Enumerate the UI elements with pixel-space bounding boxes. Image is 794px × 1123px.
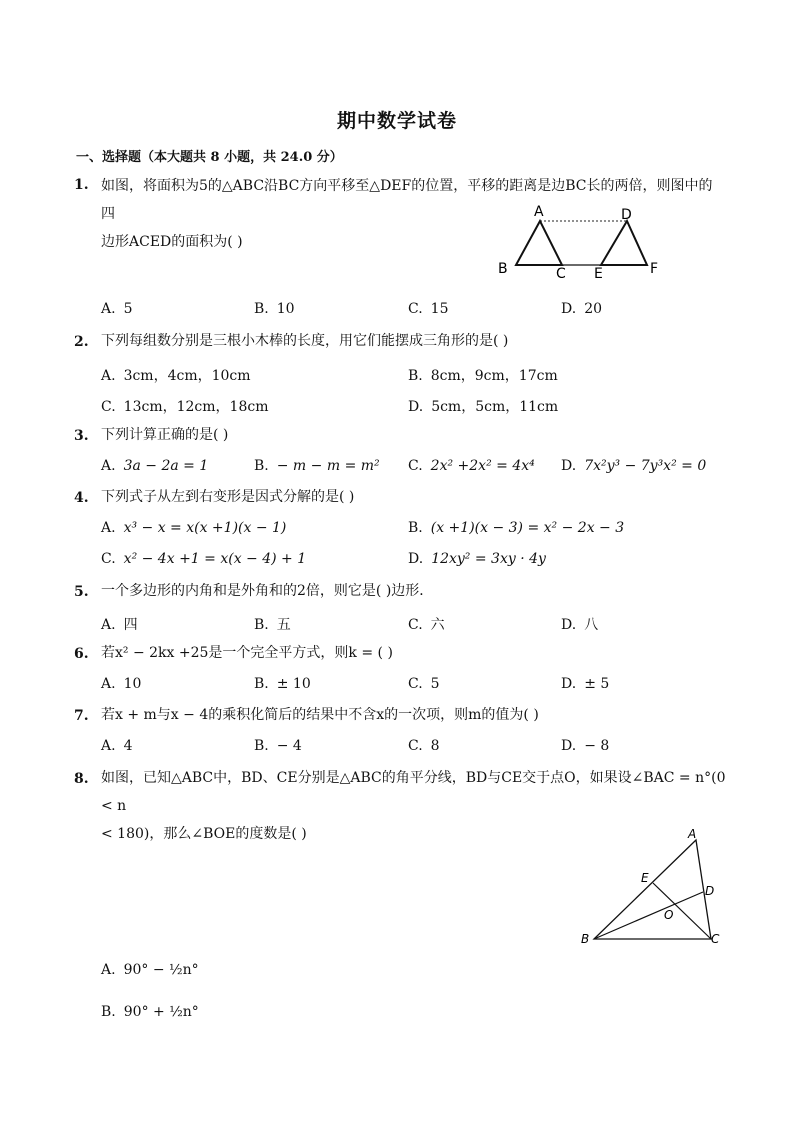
answer-option[interactable]: B. 五 [254,617,291,633]
answer-option[interactable]: A. 10 [101,676,142,692]
answer-option[interactable]: C. 8 [408,738,440,754]
point-label-d: D [705,884,715,898]
answer-option[interactable]: C. x² − 4x +1 = x(x − 4) + 1 [101,551,307,567]
question-number: 6. [74,646,89,662]
question-stem: 若x² − 2kx +25是一个完全平方式，则k = ( ) [101,645,393,661]
question-text-line: 如图，将面积为5的△ABC沿BC方向平移至△DEF的位置，平移的距离是边BC长的两倍，则图中的四 [101,178,713,222]
answer-option[interactable]: C. 2x² +2x² = 4x⁴ [408,458,535,474]
answer-option[interactable]: D. 5cm，5cm，11cm [408,399,559,415]
question-text-line: 如图，已知△ABC中，BD、CE分别是△ABC的角平分线，BD与CE交于点O，如果设∠BAC = n°(0 < n [101,770,726,814]
triangle-abc [594,840,711,939]
answer-option[interactable]: B. − m − m = m² [254,458,380,474]
answer-option[interactable]: C. 15 [408,301,449,317]
answer-option[interactable]: A. 四 [101,617,138,633]
question-stem: 下列每组数分别是三根小木棒的长度，用它们能摆成三角形的是( ) [101,333,509,349]
triangle-abc [516,221,562,265]
question-number: 8. [74,771,89,787]
answer-option[interactable]: B. ± 10 [254,676,311,692]
answer-option[interactable]: A. 4 [101,738,133,754]
answer-option[interactable]: D. 20 [561,301,603,317]
question-stem: 若x + m与x − 4的乘积化简后的结果中不含x的一次项，则m的值为( ) [101,707,539,723]
bisector-ce [653,883,711,939]
question-number: 4. [74,490,89,506]
point-label-o: O [664,908,674,922]
answer-option[interactable]: D. 7x²y³ − 7y³x² = 0 [561,458,707,474]
triangle-def [601,221,647,265]
point-label-f: F [650,261,659,277]
answer-option[interactable]: B. (x +1)(x − 3) = x² − 2x − 3 [408,520,625,536]
answer-option[interactable]: A. 3a − 2a = 1 [101,458,209,474]
point-label-c: C [711,932,720,946]
answer-option[interactable]: D. ± 5 [561,676,610,692]
translation-figure [490,200,670,282]
question-text-line: < 180)，那么∠BOE的度数是( ) [101,826,307,842]
question-text-line: 边形ACED的面积为( ) [101,234,243,250]
answer-option[interactable]: A. x³ − x = x(x +1)(x − 1) [101,520,287,536]
question-number: 1. [74,177,89,193]
point-label-e: E [641,871,649,885]
question-number: 2. [74,334,89,350]
question-number: 7. [74,708,89,724]
answer-option[interactable]: D. 八 [561,617,599,633]
point-label-e: E [594,266,603,282]
question-stem: 一个多边形的内角和是外角和的2倍，则它是( )边形． [101,583,434,599]
point-label-b: B [581,932,590,946]
point-label-a: A [534,204,544,220]
question-number: 3. [74,428,89,444]
answer-option[interactable]: A. 3cm，4cm，10cm [101,368,251,384]
answer-option[interactable]: C. 13cm，12cm，18cm [101,399,269,415]
answer-option[interactable]: B. 8cm，9cm，17cm [408,368,558,384]
answer-option[interactable]: A. 90° − ½n° [101,962,199,978]
answer-option[interactable]: C. 六 [408,617,445,633]
point-label-b: B [498,261,508,277]
point-label-a: A [688,827,697,841]
point-label-c: C [556,266,566,282]
page-title: 期中数学试卷 [336,110,457,132]
answer-option[interactable]: A. 5 [101,301,133,317]
answer-option[interactable]: D. 12xy² = 3xy · 4y [408,551,546,567]
question-stem: 下列式子从左到右变形是因式分解的是( ) [101,489,355,505]
angle-bisector-figure [572,826,732,954]
section-heading: 一、选择题（本大题共 8 小题，共 24.0 分） [76,150,343,165]
answer-option[interactable]: B. − 4 [254,738,302,754]
answer-option[interactable]: D. − 8 [561,738,610,754]
question-number: 5. [74,584,89,600]
question-stem: 下列计算正确的是( ) [101,427,229,443]
answer-option[interactable]: B. 90° + ½n° [101,1004,199,1020]
point-label-d: D [621,207,632,223]
answer-option[interactable]: B. 10 [254,301,295,317]
answer-option[interactable]: C. 5 [408,676,440,692]
